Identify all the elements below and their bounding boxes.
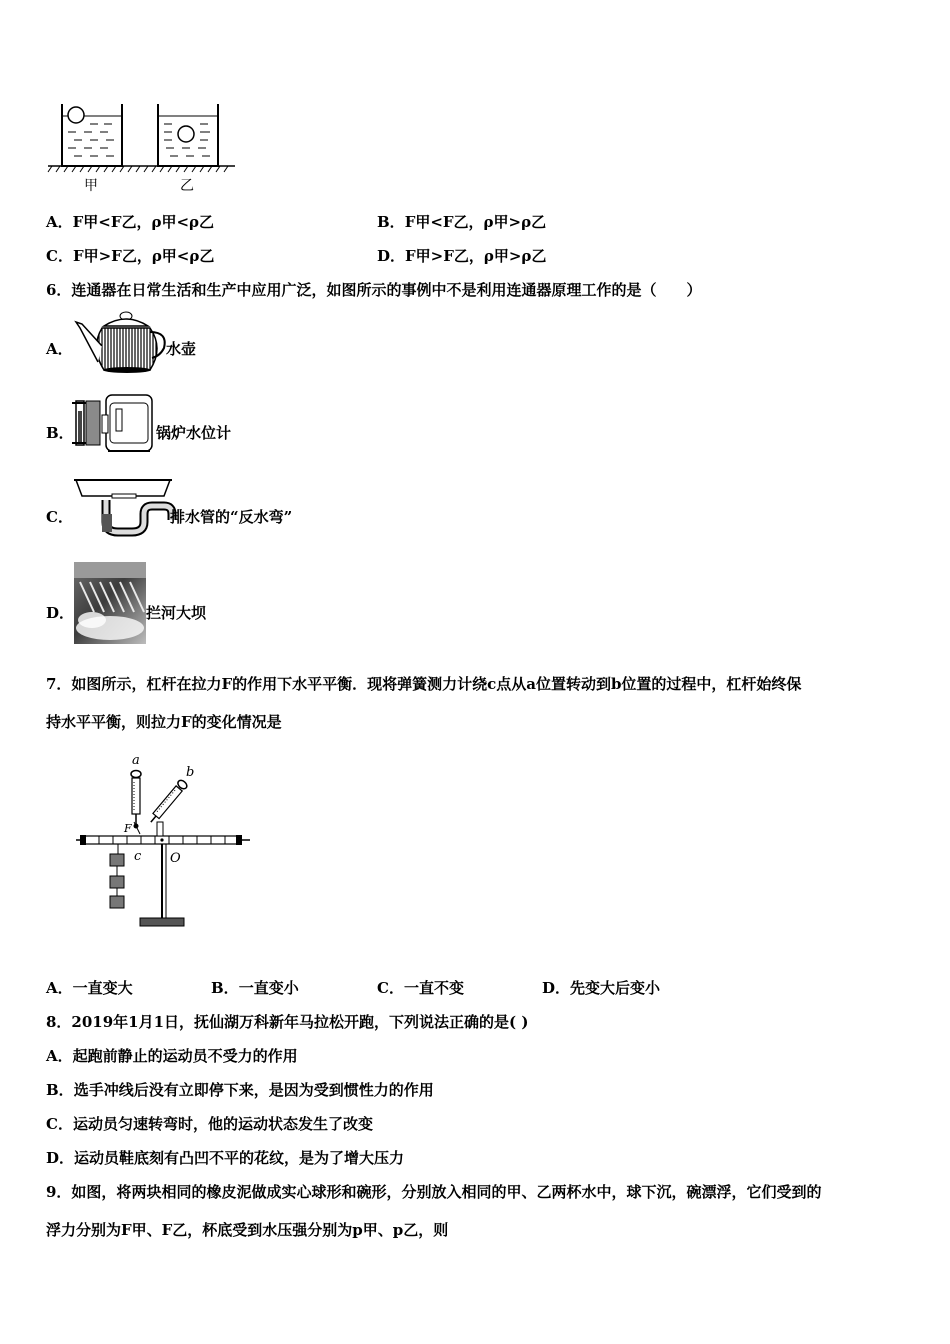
q8-option-b[interactable] (46, 1080, 434, 1100)
boiler-gauge-icon (72, 393, 158, 457)
lever-label-b: b (186, 765, 195, 780)
option-text: F甲>F乙，ρ甲>ρ乙 (405, 247, 547, 265)
q8-option-d[interactable] (46, 1148, 404, 1168)
q7-stem-line2: 持水平平衡，则拉力F的变化情况是 (46, 713, 282, 731)
lever-label-F: F (124, 822, 132, 835)
q8-stem: 8．2019年1月1日，抚仙湖万科新年马拉松开跑，下列说法正确的是( ) (46, 1013, 529, 1031)
lever-label-c: c (134, 849, 142, 864)
q5-option-c[interactable] (46, 246, 214, 266)
option-letter: C． (46, 1115, 73, 1133)
q9-stem-line1: 9．如图，将两块相同的橡皮泥做成实心球形和碗形，分别放入相同的甲、乙两杯水中，球下沉，碗漂浮，它们受到的 (46, 1183, 822, 1201)
option-letter: B． (46, 1081, 74, 1099)
q7-stem-line1: 7．如图所示，杠杆在拉力F的作用下水平平衡．现将弹簧测力计绕c点从a位置转动到b位置的过程中，杠杆始终保 (46, 675, 802, 693)
q6-option-d-label: 拦河大坝 (146, 604, 207, 622)
option-text: 起跑前静止的运动员不受力的作用 (72, 1047, 298, 1065)
q7-option-b[interactable] (211, 978, 299, 998)
option-text: F甲<F乙，ρ甲<ρ乙 (72, 213, 215, 231)
option-text: 运动员鞋底刻有凸凹不平的花纹，是为了增大压力 (74, 1149, 405, 1167)
teapot-icon (74, 306, 170, 376)
q8-option-a[interactable] (46, 1046, 298, 1066)
q9-stem-line2: 浮力分别为F甲、F乙，杯底受到水压强分别为p甲、p乙，则 (46, 1221, 449, 1239)
option-text: 运动员匀速转弯时，他的运动状态发生了改变 (72, 1115, 373, 1133)
option-text: F甲<F乙，ρ甲>ρ乙 (404, 213, 547, 231)
option-letter: D． (377, 247, 406, 265)
option-letter: A． (46, 979, 73, 997)
lever-label-O: O (170, 851, 181, 866)
drain-trap-icon (72, 474, 176, 538)
option-letter: A． (46, 1047, 73, 1065)
dam-photo (74, 562, 146, 644)
lever-label-a: a (132, 753, 140, 768)
q6-option-b-label: 锅炉水位计 (156, 424, 232, 442)
q6-option-a-letter[interactable]: A． (46, 340, 73, 358)
q5-option-b[interactable] (377, 212, 546, 232)
option-letter: B． (377, 213, 405, 231)
option-text: 先变大后变小 (570, 979, 661, 997)
option-letter: D． (46, 1149, 75, 1167)
lever-figure (74, 750, 254, 932)
option-letter: A． (46, 213, 73, 231)
option-letter: D． (542, 979, 571, 997)
q7-option-d[interactable] (542, 978, 660, 998)
q6-option-c-letter[interactable]: C． (46, 508, 73, 526)
q6-option-a-label: 水壶 (166, 340, 197, 358)
option-letter: C． (377, 979, 404, 997)
option-text: 一直变小 (238, 979, 299, 997)
q6-stem: 6．连通器在日常生活和生产中应用广泛，如图所示的事例中不是利用连通器原理工作的是（ ） (46, 281, 702, 299)
option-letter: B． (211, 979, 239, 997)
q5-option-d[interactable] (377, 246, 546, 266)
option-text: 一直变大 (72, 979, 133, 997)
q5-beakers-figure (40, 100, 240, 200)
q8-option-c[interactable] (46, 1114, 373, 1134)
q5-label-yi: 乙 (180, 178, 194, 194)
q5-label-jia: 甲 (84, 178, 98, 194)
q6-option-b-letter[interactable]: B． (46, 424, 74, 442)
q6-option-c-label: 排水管的“反水弯” (170, 508, 293, 526)
option-text: 一直不变 (403, 979, 464, 997)
q5-option-a[interactable] (46, 212, 214, 232)
q6-option-d-letter[interactable]: D． (46, 604, 75, 622)
q7-option-a[interactable] (46, 978, 133, 998)
option-letter: C． (46, 247, 73, 265)
option-text: 选手冲线后没有立即停下来，是因为受到惯性力的作用 (73, 1081, 434, 1099)
q7-option-c[interactable] (377, 978, 464, 998)
option-text: F甲>F乙，ρ甲<ρ乙 (72, 247, 215, 265)
